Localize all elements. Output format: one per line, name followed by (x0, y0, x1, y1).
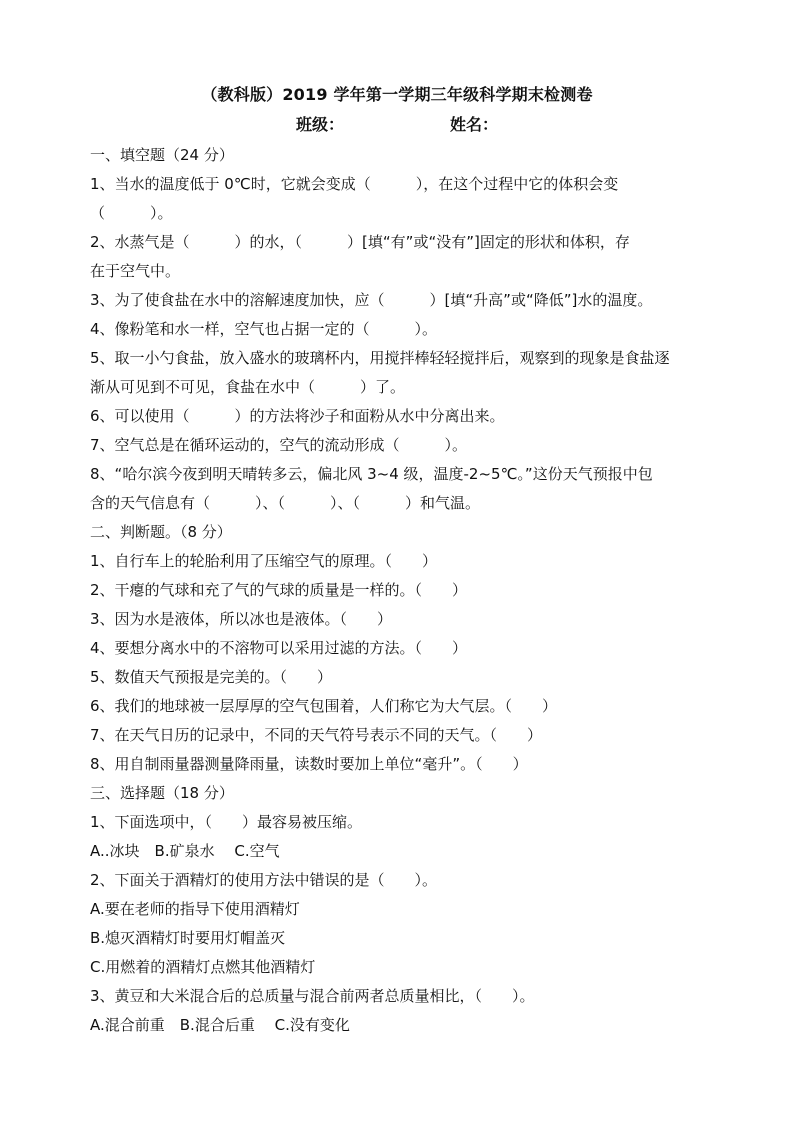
question-line: 7、在天气日历的记录中，不同的天气符号表示不同的天气。（ ） (90, 726, 543, 744)
question-line: 3、为了使食盐在水中的溶解速度加快，应（ ）[填“升高”或“降低”]水的温度。 (90, 291, 653, 309)
question-line: 3、黄豆和大米混合后的总质量与混合前两者总质量相比，（ ）。 (90, 987, 535, 1005)
question-line: 8、“哈尔滨今夜到明天晴转多云，偏北风 3~4 级，温度-2~5℃。”这份天气预报中包 (90, 465, 653, 483)
question-line: 4、要想分离水中的不溶物可以采用过滤的方法。（ ） (90, 639, 468, 657)
answer-option: A.要在老师的指导下使用酒精灯 (90, 900, 300, 918)
question-line: 2、下面关于酒精灯的使用方法中错误的是（ ）。 (90, 871, 438, 889)
answer-option: B.熄灭酒精灯时要用灯帽盖灭 (90, 929, 286, 947)
question-line: 1、自行车上的轮胎利用了压缩空气的原理。（ ） (90, 552, 438, 570)
section-heading-fill-in: 一、填空题（24 分） (90, 146, 234, 164)
question-line: 1、下面选项中，（ ）最容易被压缩。 (90, 813, 363, 831)
question-line: 2、干瘪的气球和充了气的气球的质量是一样的。（ ） (90, 581, 468, 599)
question-line: 5、数值天气预报是完美的。（ ） (90, 668, 333, 686)
section-heading-multiple-choice: 三、选择题（18 分） (90, 784, 234, 802)
question-line: 5、取一小勺食盐，放入盛水的玻璃杯内，用搅拌棒轻轻搅拌后，观察到的现象是食盐逐 (90, 349, 670, 367)
class-label: 班级： (296, 115, 345, 134)
question-line: 渐从可见到不可见，食盐在水中（ ）了。 (90, 378, 406, 396)
question-line: （ ）。 (90, 204, 173, 222)
exam-title: （教科版）2019 学年第一学期三年级科学期末检测卷 (201, 85, 593, 104)
answer-options-line: A..冰块 B.矿泉水 C.空气 (90, 842, 280, 860)
question-line: 8、用自制雨量器测量降雨量，读数时要加上单位“毫升”。（ ） (90, 755, 528, 773)
answer-options-line: A.混合前重 B.混合后重 C.没有变化 (90, 1016, 350, 1034)
question-line: 在于空气中。 (90, 262, 181, 280)
question-line: 6、我们的地球被一层厚厚的空气包围着，人们称它为大气层。（ ） (90, 697, 558, 715)
question-line: 4、像粉笔和水一样，空气也占据一定的（ ）。 (90, 320, 438, 338)
section-heading-true-false: 二、判断题。（8 分） (90, 523, 232, 541)
answer-option: C.用燃着的酒精灯点燃其他酒精灯 (90, 958, 316, 976)
question-line: 7、空气总是在循环运动的，空气的流动形成（ ）。 (90, 436, 468, 454)
question-line: 1、当水的温度低于 0℃时，它就会变成（ ），在这个过程中它的体积会变 (90, 175, 619, 193)
question-line: 6、可以使用（ ）的方法将沙子和面粉从水中分离出来。 (90, 407, 505, 425)
name-label: 姓名： (450, 115, 499, 134)
question-line: 3、因为水是液体，所以冰也是液体。（ ） (90, 610, 393, 628)
question-line: 含的天气信息有（ ）、（ ）、（ ）和气温。 (90, 494, 481, 512)
question-line: 2、水蒸气是（ ）的水，（ ）[填“有”或“没有”]固定的形状和体积，存 (90, 233, 630, 251)
